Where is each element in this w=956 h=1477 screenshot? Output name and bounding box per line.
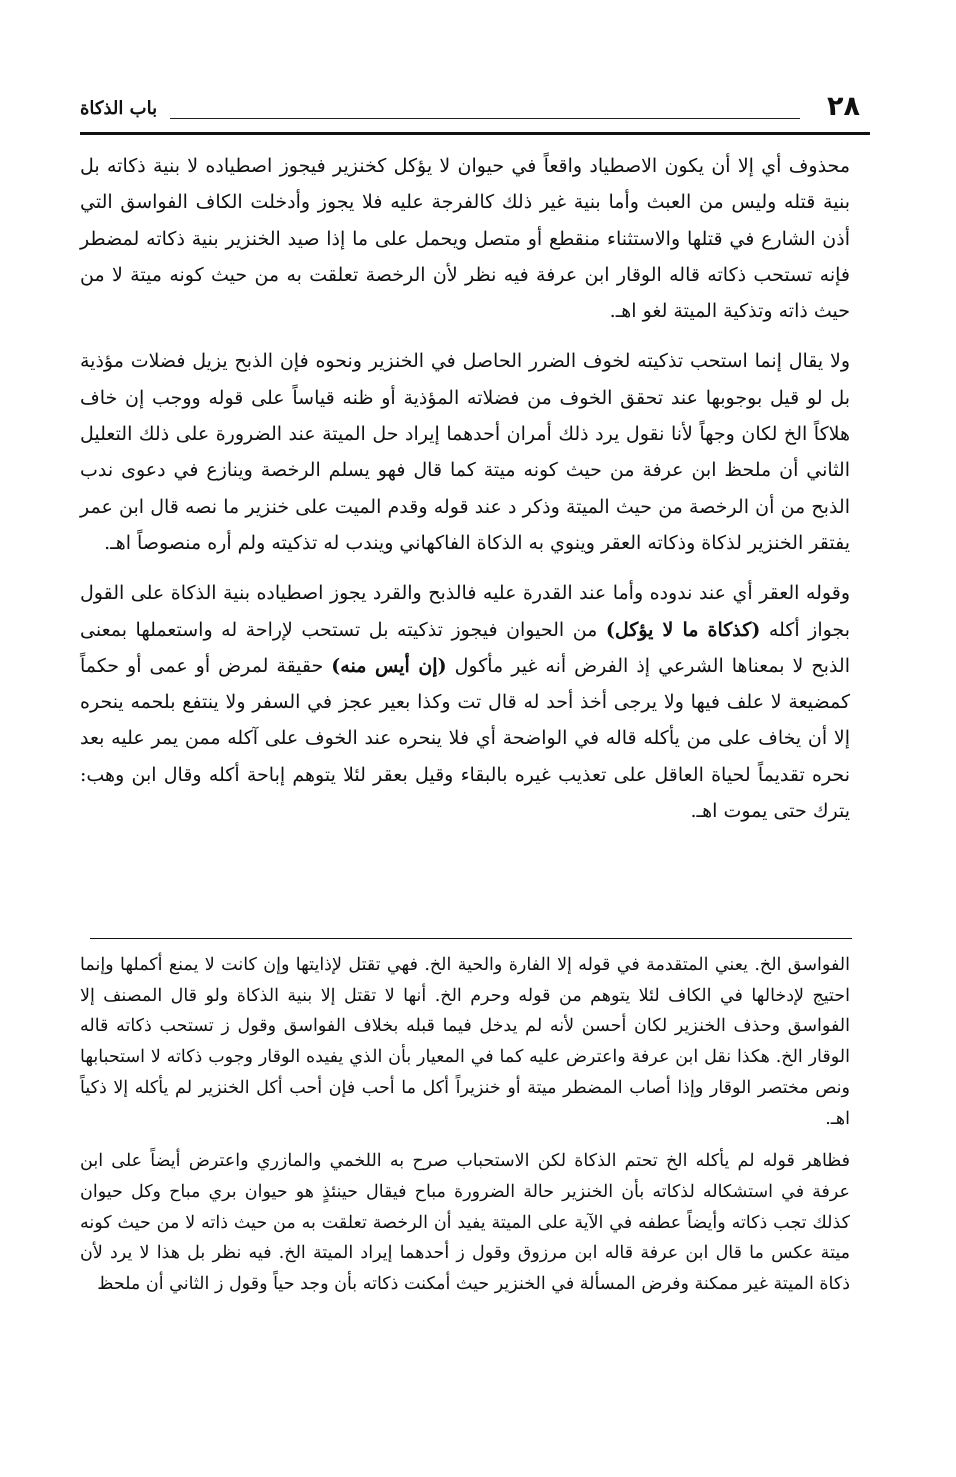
footnote-divider <box>90 938 852 939</box>
page-number: ٢٨ <box>827 91 860 122</box>
quoted-matn-1: (كذكاة ما لا يؤكل) <box>605 618 761 641</box>
paragraph-1: محذوف أي إلا أن يكون الاصطياد واقعاً في حيوان لا يؤكل كخنزير فيجوز اصطياده لا بنية ذكاته بل بنية قتله وليس من العبث وأما بنية غير ذلك كالفرجة عليه فلا يجوز وأدخلت الكاف الفواسق التي أذن الشارع في قتلها والاستثناء منقطع أو متصل ويحمل على ما إذا صيد الخنزير بنية ذكاته لمضطر فإنه تستحب ذكاته قاله الوقار ابن عرفة فيه نظر لأن الرخصة تعلقت به من حيث كونه ميتة لا من حيث ذاته وتذكية الميتة لغو اهـ. <box>80 155 850 323</box>
paragraph-3-text-a: وقوله العقر أي عند ندوده وأما عند القدرة عليه فالذبح والقرد يجوز اصطياده بنية الذكاة على القول بجواز أكله <box>80 582 850 641</box>
page-header <box>80 88 870 138</box>
paragraph-3-text-b: من الحيوان فيجوز تذكيته بل تستحب لإراحة له واستعملها بمعنى الذبح لا بمعناها الشرعي إذ الفرض أنه غير مأكول <box>80 618 850 677</box>
quoted-matn-2: (إن أيس منه) <box>331 654 447 677</box>
header-divider-thin <box>170 118 800 119</box>
header-divider-thick <box>80 132 870 135</box>
paragraph-2: ولا يقال إنما استحب تذكيته لخوف الضرر الحاصل في الخنزير ونحوه فإن الذبح يزيل فضلات مؤذية بل لو قيل بوجوبها عند تحقق الخوف من فضلاته المؤذية أو ظنه قياساً على قوله ووجب إن خاف هلاكاً الخ لكان وجهاً لأنا نقول يرد ذلك أمران أحدهما إيراد حل الميتة عند الضرورة على ذلك التعليل الثاني أن ملحظ ابن عرفة من حيث كونه ميتة كما قال فهو يسلم الرخصة وينازع في دعوى ندب الذبح من أن الرخصة من حيث الميتة وذكر د عند قوله وقدم الميت على خنزير ما نصه قال ابن عمر يفتقر الخنزير لذكاة وذكاته العقر وينوي به الذكاة الفاكهاني ويندب له تذكيته ولم أره منصوصاً اهـ. <box>80 350 850 554</box>
paragraph-3 <box>80 575 850 829</box>
main-text <box>80 148 850 843</box>
footnotes-section <box>80 950 850 1312</box>
paragraph-3-text-c: حقيقة لمرض أو عمى أو حكماً كمضيعة لا علف فيها ولا يرجى أخذ أحد له قال تت وكذا بعير عجز في السفر ولا ينتفع بلحمه ينحره إلا أن يخاف على من يأكله قاله في الواضحة أي فلا ينحره عند الخوف على آكله ممن يمر عليه بعد نحره تقديماً لحياة العاقل على تعذيب غيره بالبقاء وقيل بعقر لئلا يتوهم إباحة أكله وقال ابن وهب: يترك حتى يموت اهـ. <box>80 654 850 823</box>
footnote-1: الفواسق الخ. يعني المتقدمة في قوله إلا الفارة والحية الخ. فهي تقتل لإذايتها وإن كانت لا يمنع أكملها وإنما احتيج لإدخالها في الكاف لئلا يتوهم من قوله وحرم الخ. أنها لا تقتل إلا بنية الذكاة ولو قال المصنف إلا الفواسق وحذف الخنزير لكان أحسن لأنه لم يدخل فيما قبله بخلاف الفواسق وقول ز تستحب ذكاته قاله الوقار الخ. هكذا نقل ابن عرفة واعترض عليه كما في المعيار بأن الذي يفيده الوقار وجوب ذكاته لا استحبابها ونص مختصر الوقار وإذا أصاب المضطر ميتة أو خنزيراً أكل ما أحب فإن أحب أكل الخنزير لم يأكله إلا ذكياً اهـ. <box>80 955 850 1129</box>
chapter-title: باب الذكاة <box>80 98 158 119</box>
footnote-2: فظاهر قوله لم يأكله الخ تحتم الذكاة لكن الاستحباب صرح به اللخمي والمازري واعترض أيضاً على ابن عرفة في استشكاله لذكاته بأن الخنزير حالة الضرورة مباح فيقال حينئذٍ هو حيوان بري مباح وكل حيوان كذلك تجب ذكاته وأيضاً عطفه في الآية على الميتة يفيد أن الرخصة تعلقت به من حيث ذاته لا من حيث كونه ميتة عكس ما قال ابن عرفة قاله ابن مرزوق وقول ز أحدهما إيراد الميتة الخ. فيه نظر بل هذا لا يرد لأن ذكاة الميتة غير ممكنة وفرض المسألة في الخنزير حيث أمكنت ذكاته بأن وجد حياً وقول ز الثاني أن ملحظ <box>80 1151 850 1295</box>
